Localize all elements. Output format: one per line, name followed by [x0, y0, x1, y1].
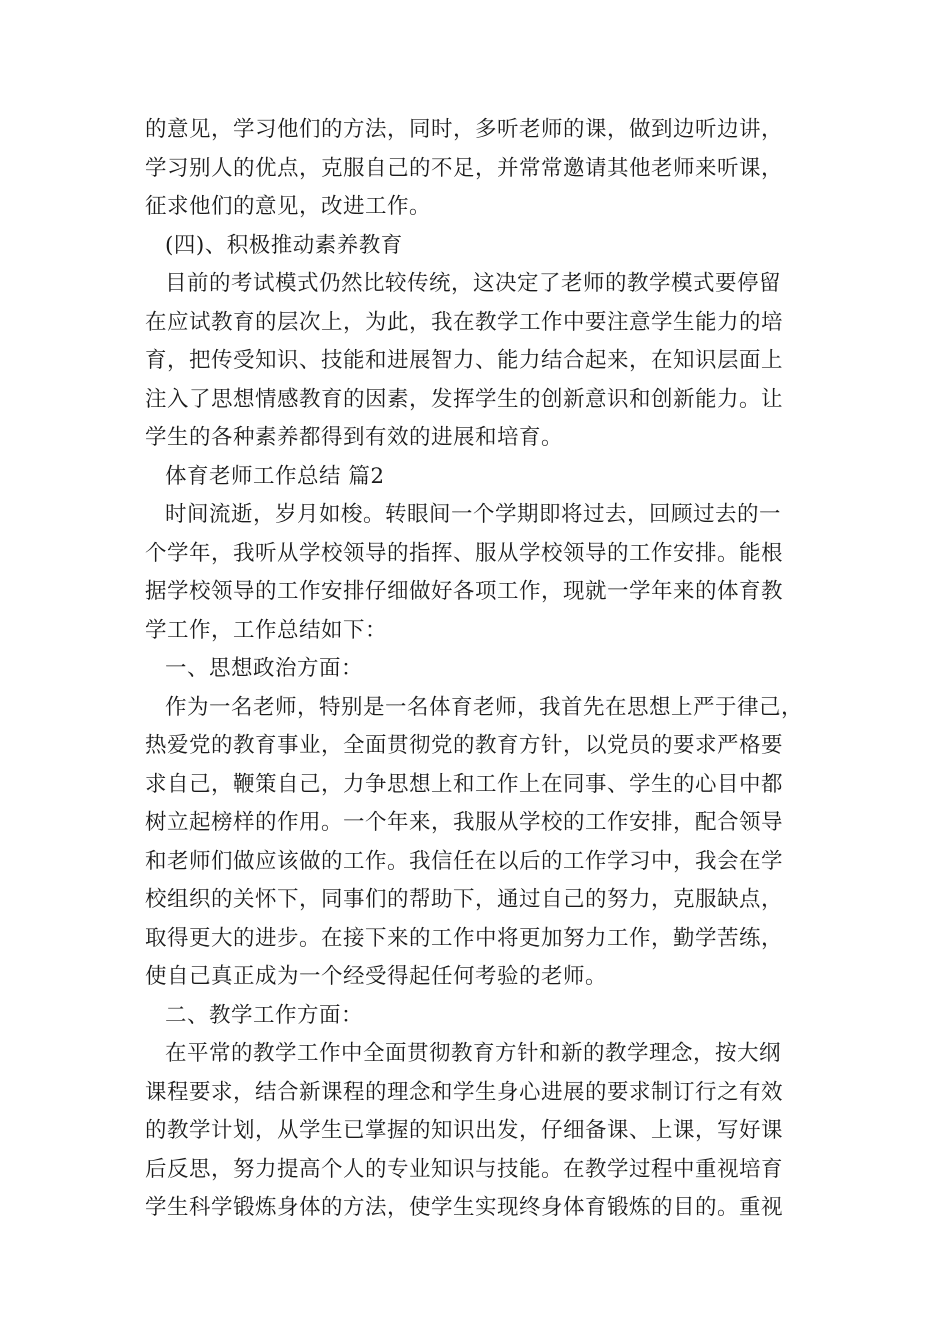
text-line: 课程要求，结合新课程的理念和学生身心进展的要求制订行之有效 [145, 1079, 784, 1105]
text-line: 使自己真正成为一个经受得起任何考验的老师。 [145, 964, 608, 989]
text-line: 学工作，工作总结如下： [145, 617, 388, 643]
text-line: 个学年，我听从学校领导的指挥、服从学校领导的工作安排。能根 [145, 540, 784, 566]
text-line: 取得更大的进步。在接下来的工作中将更加努力工作，勤学苦练， [145, 925, 784, 951]
paragraph-start: 作为一名老师，特别是一名体育老师，我首先在思想上严于律己， [165, 694, 804, 720]
text-line: 校组织的关怀下，同事们的帮助下，通过自己的努力，克服缺点， [145, 887, 784, 912]
text-line: 学生科学锻炼身体的方法，使学生实现终身体育锻炼的目的。重视 [145, 1195, 784, 1220]
section-heading-4: (四)、积极推动素养教育 [165, 232, 403, 258]
section-heading-1: 一、思想政治方面： [165, 656, 364, 681]
text-line: 的教学计划，从学生已掌握的知识出发，仔细备课、上课，写好课 [145, 1118, 784, 1143]
paragraph-start: 时间流逝，岁月如梭。转眼间一个学期即将过去，回顾过去的一 [165, 502, 782, 527]
document-body [145, 111, 810, 1228]
text-line: 热爱党的教育事业，全面贯彻党的教育方针，以党员的要求严格要 [145, 733, 784, 758]
text-line: 学习别人的优点，克服自己的不足，并常常邀请其他老师来听课， [145, 155, 784, 181]
paragraph-start: 目前的考试模式仍然比较传统，这决定了老师的教学模式要停留 [165, 271, 782, 296]
text-line: 学生的各种素养都得到有效的进展和培育。 [145, 425, 564, 450]
section-heading-2: 二、教学工作方面： [165, 1002, 364, 1028]
text-line: 树立起榜样的作用。一个年来，我服从学校的工作安排，配合领导 [145, 810, 784, 835]
text-line: 征求他们的意见，改进工作。 [145, 194, 432, 219]
text-line: 求自己，鞭策自己，力争思想上和工作上在同事、学生的心目中都 [145, 771, 784, 797]
text-line: 注入了思想情感教育的因素，发挥学生的创新意识和创新能力。让 [145, 386, 784, 412]
text-line: 和老师们做应该做的工作。我信任在以后的工作学习中，我会在学 [145, 848, 784, 874]
text-line: 在应试教育的层次上，为此，我在教学工作中要注意学生能力的培 [145, 309, 784, 335]
text-line: 的意见，学习他们的方法，同时，多听老师的课，做到边听边讲， [145, 117, 784, 142]
text-line: 据学校领导的工作安排仔细做好各项工作，现就一学年来的体育教 [145, 579, 784, 604]
article-title: 体育老师工作总结 篇2 [165, 463, 385, 489]
paragraph-start: 在平常的教学工作中全面贯彻教育方针和新的教学理念，按大纲 [165, 1041, 782, 1066]
text-line: 育，把传受知识、技能和进展智力、能力结合起来，在知识层面上 [145, 348, 784, 373]
text-line: 后反思，努力提高个人的专业知识与技能。在教学过程中重视培育 [145, 1156, 784, 1182]
